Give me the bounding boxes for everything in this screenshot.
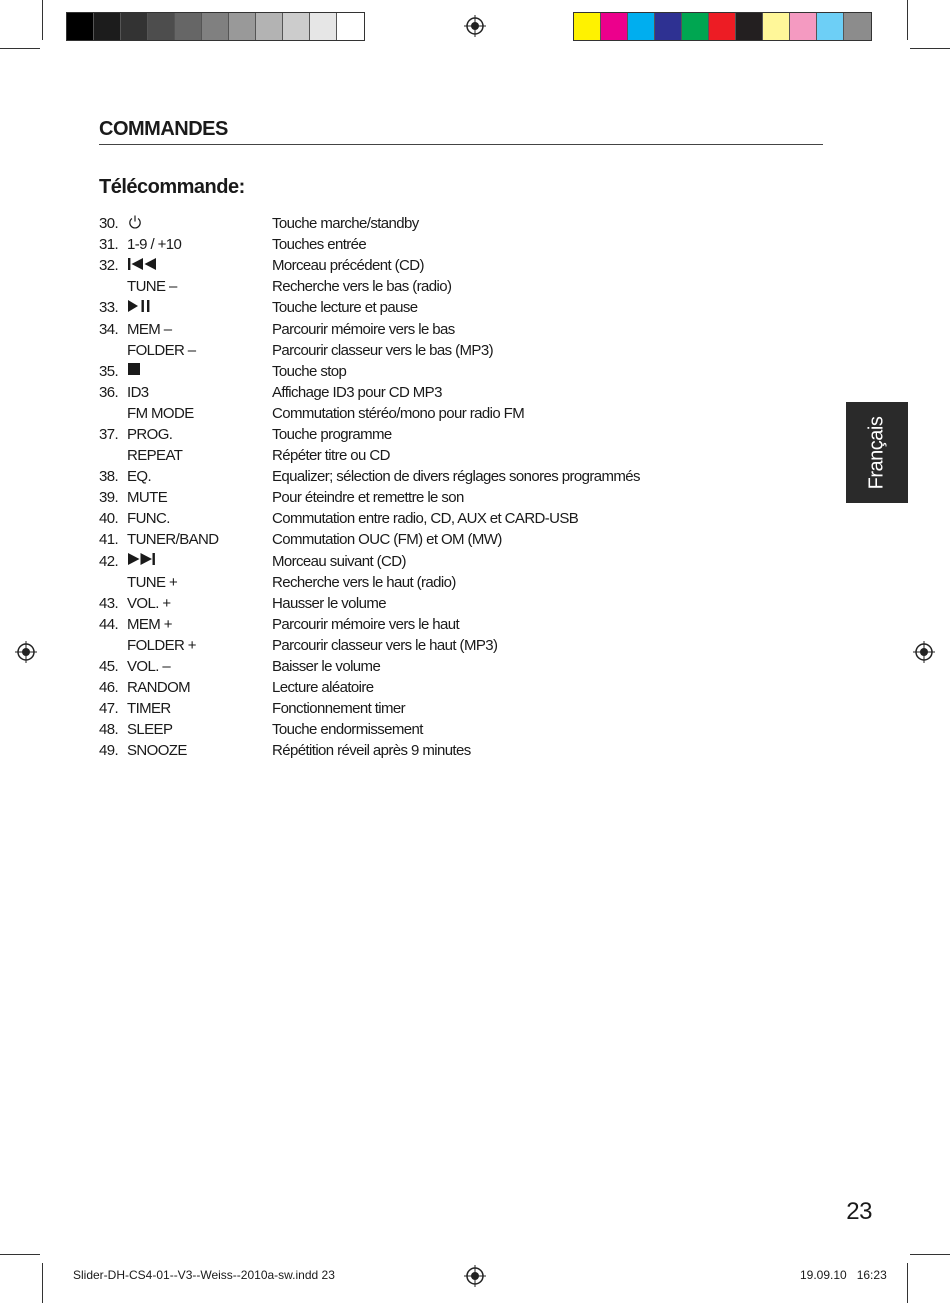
- control-description: Morceau précédent (CD): [272, 257, 424, 275]
- control-row: [99, 297, 739, 318]
- color-swatch: [763, 13, 790, 40]
- control-number: 31.: [99, 236, 119, 254]
- control-key: MUTE: [127, 489, 168, 507]
- registration-mark-icon: [15, 641, 37, 663]
- control-row: [99, 740, 739, 761]
- crop-mark-bl-h: [0, 1254, 40, 1255]
- control-description: Parcourir classeur vers le haut (MP3): [272, 636, 498, 654]
- remote-control-list: [99, 213, 739, 761]
- control-row: [99, 487, 739, 508]
- registration-mark-icon: [464, 1265, 486, 1287]
- control-key: FUNC.: [127, 510, 170, 528]
- control-row: [99, 255, 739, 276]
- control-row: [99, 340, 739, 361]
- control-row: [99, 424, 739, 445]
- control-row: [99, 614, 739, 635]
- play-pause-icon: [127, 299, 153, 317]
- crop-mark-tl-h: [0, 48, 40, 49]
- control-key: FOLDER +: [127, 636, 196, 654]
- control-number: 36.: [99, 383, 119, 401]
- color-bar: [573, 12, 872, 41]
- control-key: 1-9 / +10: [127, 236, 182, 254]
- control-row: [99, 656, 739, 677]
- control-row: [99, 361, 739, 382]
- crop-mark-tr-h: [910, 48, 950, 49]
- color-swatch: [844, 13, 871, 40]
- control-description: Baisser le volume: [272, 658, 381, 676]
- control-key: RANDOM: [127, 679, 191, 697]
- control-key: [127, 362, 272, 380]
- control-number: 38.: [99, 468, 119, 486]
- gray-swatch: [310, 13, 337, 40]
- gray-swatch: [175, 13, 202, 40]
- control-key: TUNE –: [127, 278, 177, 296]
- color-swatch: [709, 13, 736, 40]
- control-description: Recherche vers le haut (radio): [272, 573, 456, 591]
- control-description: Touche marche/standby: [272, 215, 419, 233]
- control-key: SLEEP: [127, 721, 173, 739]
- control-description: Pour éteindre et remettre le son: [272, 489, 464, 507]
- control-key: [127, 214, 272, 234]
- control-number: 40.: [99, 510, 119, 528]
- gray-swatch: [256, 13, 283, 40]
- control-number: 37.: [99, 425, 119, 443]
- control-number: 45.: [99, 658, 119, 676]
- control-description: Affichage ID3 pour CD MP3: [272, 383, 442, 401]
- control-number: 42.: [99, 552, 119, 570]
- stop-icon: [127, 362, 141, 380]
- control-number: 48.: [99, 721, 119, 739]
- crop-mark-br-v: [907, 1263, 908, 1303]
- crop-mark-tl-v: [42, 0, 43, 40]
- control-key: ID3: [127, 383, 149, 401]
- power-icon: [127, 214, 143, 234]
- language-tab-label: Français: [865, 416, 888, 489]
- gray-swatch: [121, 13, 148, 40]
- control-row: [99, 677, 739, 698]
- control-row: [99, 382, 739, 403]
- language-tab: [846, 402, 908, 503]
- control-row: [99, 466, 739, 487]
- footer-file-name: Slider-DH-CS4-01--V3--Weiss--2010a-sw.indd 23: [73, 1268, 335, 1282]
- control-row: [99, 551, 739, 572]
- section-heading: COMMANDES: [99, 118, 823, 145]
- registration-mark-icon: [464, 15, 486, 37]
- control-key: FM MODE: [127, 404, 194, 422]
- control-key: VOL. –: [127, 658, 171, 676]
- control-number: 46.: [99, 679, 119, 697]
- control-description: Recherche vers le bas (radio): [272, 278, 452, 296]
- gray-swatch: [229, 13, 256, 40]
- control-key: EQ.: [127, 468, 152, 486]
- control-description: Parcourir mémoire vers le haut: [272, 615, 460, 633]
- control-key: PROG.: [127, 425, 173, 443]
- control-key: TUNE +: [127, 573, 178, 591]
- control-key: [127, 299, 272, 317]
- control-number: 30.: [99, 215, 119, 233]
- color-swatch: [790, 13, 817, 40]
- control-key: TIMER: [127, 700, 171, 718]
- color-swatch: [655, 13, 682, 40]
- control-key: VOL. +: [127, 594, 171, 612]
- color-swatch: [817, 13, 844, 40]
- control-description: Touche endormissement: [272, 721, 423, 739]
- control-key: TUNER/BAND: [127, 531, 219, 549]
- control-key: [127, 552, 272, 570]
- control-description: Parcourir mémoire vers le bas: [272, 320, 455, 338]
- control-key: SNOOZE: [127, 742, 187, 760]
- control-description: Equalizer; sélection de divers réglages sonores programmés: [272, 468, 640, 486]
- control-row: [99, 719, 739, 740]
- control-number: 33.: [99, 299, 119, 317]
- control-row: [99, 403, 739, 424]
- control-description: Hausser le volume: [272, 594, 387, 612]
- control-row: [99, 445, 739, 466]
- control-row: [99, 234, 739, 255]
- gray-swatch: [67, 13, 94, 40]
- gray-swatch: [202, 13, 229, 40]
- skip-back-icon: [127, 257, 159, 275]
- color-swatch: [736, 13, 763, 40]
- control-number: 41.: [99, 531, 119, 549]
- color-swatch: [682, 13, 709, 40]
- control-number: 35.: [99, 362, 119, 380]
- control-key: REPEAT: [127, 447, 183, 465]
- control-row: [99, 572, 739, 593]
- footer-datetime: 19.09.10 16:23: [800, 1268, 887, 1282]
- crop-mark-bl-v: [42, 1263, 43, 1303]
- control-row: [99, 276, 739, 297]
- gray-swatch: [94, 13, 121, 40]
- control-row: [99, 529, 739, 550]
- control-key: FOLDER –: [127, 341, 196, 359]
- registration-mark-icon: [913, 641, 935, 663]
- gray-swatch: [148, 13, 175, 40]
- subsection-heading: Télécommande:: [99, 176, 245, 198]
- control-number: 32.: [99, 257, 119, 275]
- control-number: 44.: [99, 615, 119, 633]
- control-description: Répétition réveil après 9 minutes: [272, 742, 471, 760]
- control-description: Commutation entre radio, CD, AUX et CARD-USB: [272, 510, 579, 528]
- control-number: 39.: [99, 489, 119, 507]
- gray-swatch: [337, 13, 364, 40]
- gray-swatch: [283, 13, 310, 40]
- crop-mark-br-h: [910, 1254, 950, 1255]
- control-row: [99, 635, 739, 656]
- control-number: 43.: [99, 594, 119, 612]
- control-number: 34.: [99, 320, 119, 338]
- color-swatch: [601, 13, 628, 40]
- control-key: [127, 257, 272, 275]
- control-description: Touches entrée: [272, 236, 367, 254]
- control-description: Répéter titre ou CD: [272, 447, 390, 465]
- control-key: MEM +: [127, 615, 172, 633]
- control-description: Commutation stéréo/mono pour radio FM: [272, 404, 525, 422]
- control-description: Touche lecture et pause: [272, 299, 418, 317]
- control-key: MEM –: [127, 320, 172, 338]
- control-description: Touche programme: [272, 425, 392, 443]
- control-description: Parcourir classeur vers le bas (MP3): [272, 341, 493, 359]
- control-description: Touche stop: [272, 362, 347, 380]
- control-description: Commutation OUC (FM) et OM (MW): [272, 531, 502, 549]
- color-swatch: [574, 13, 601, 40]
- control-number: 47.: [99, 700, 119, 718]
- color-swatch: [628, 13, 655, 40]
- control-row: [99, 508, 739, 529]
- control-description: Morceau suivant (CD): [272, 552, 406, 570]
- control-description: Fonctionnement timer: [272, 700, 406, 718]
- control-row: [99, 318, 739, 339]
- control-number: 49.: [99, 742, 119, 760]
- control-description: Lecture aléatoire: [272, 679, 374, 697]
- page-number: 23: [846, 1198, 872, 1225]
- grayscale-bar: [66, 12, 365, 41]
- control-row: [99, 698, 739, 719]
- skip-forward-icon: [127, 552, 157, 570]
- crop-mark-tr-v: [907, 0, 908, 40]
- control-row: [99, 593, 739, 614]
- control-row: [99, 213, 739, 234]
